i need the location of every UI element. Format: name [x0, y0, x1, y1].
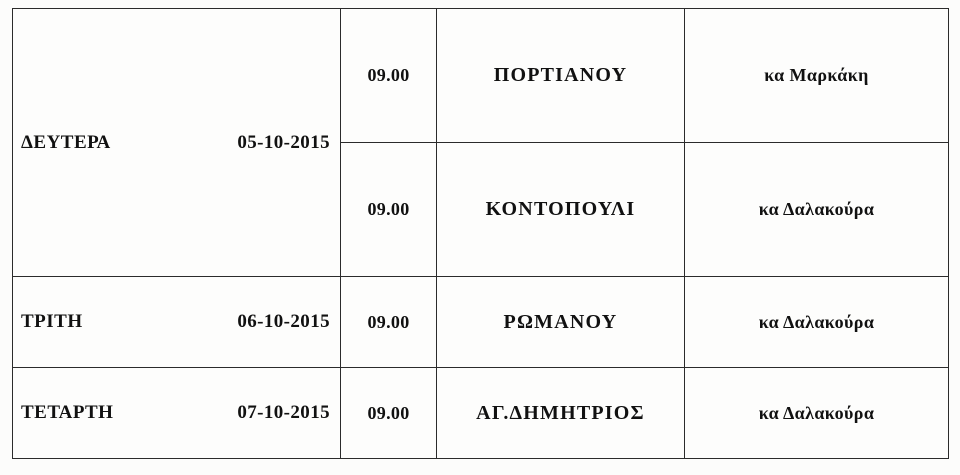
- time-cell: 09.00: [341, 277, 437, 368]
- day-date: 06-10-2015: [237, 311, 330, 332]
- table-row: [13, 368, 949, 459]
- time-cell: 09.00: [341, 9, 437, 143]
- time-cell: 09.00: [341, 143, 437, 277]
- person-cell: κα Μαρκάκη: [685, 9, 949, 143]
- day-cell: [13, 368, 341, 459]
- person-cell: κα Δαλακούρα: [685, 368, 949, 459]
- day-cell: [13, 9, 341, 277]
- day-cell: [13, 277, 341, 368]
- time-cell: 09.00: [341, 368, 437, 459]
- location-cell: ΠΟΡΤΙΑΝΟΥ: [437, 9, 685, 143]
- schedule-table: [12, 8, 949, 459]
- table-row: [13, 277, 949, 368]
- day-label: ΤΕΤΑΡΤΗ: [21, 402, 114, 423]
- table-row: [13, 9, 949, 143]
- location-cell: ΑΓ.ΔΗΜΗΤΡΙΟΣ: [437, 368, 685, 459]
- day-date: 05-10-2015: [237, 131, 330, 153]
- day-label: ΤΡΙΤΗ: [21, 311, 83, 332]
- day-date: 07-10-2015: [237, 402, 330, 423]
- person-cell: κα Δαλακούρα: [685, 277, 949, 368]
- location-cell: ΚΟΝΤΟΠΟΥΛΙ: [437, 143, 685, 277]
- location-cell: ΡΩΜΑΝΟΥ: [437, 277, 685, 368]
- person-cell: κα Δαλακούρα: [685, 143, 949, 277]
- day-label: ΔΕΥΤΕΡΑ: [21, 131, 111, 153]
